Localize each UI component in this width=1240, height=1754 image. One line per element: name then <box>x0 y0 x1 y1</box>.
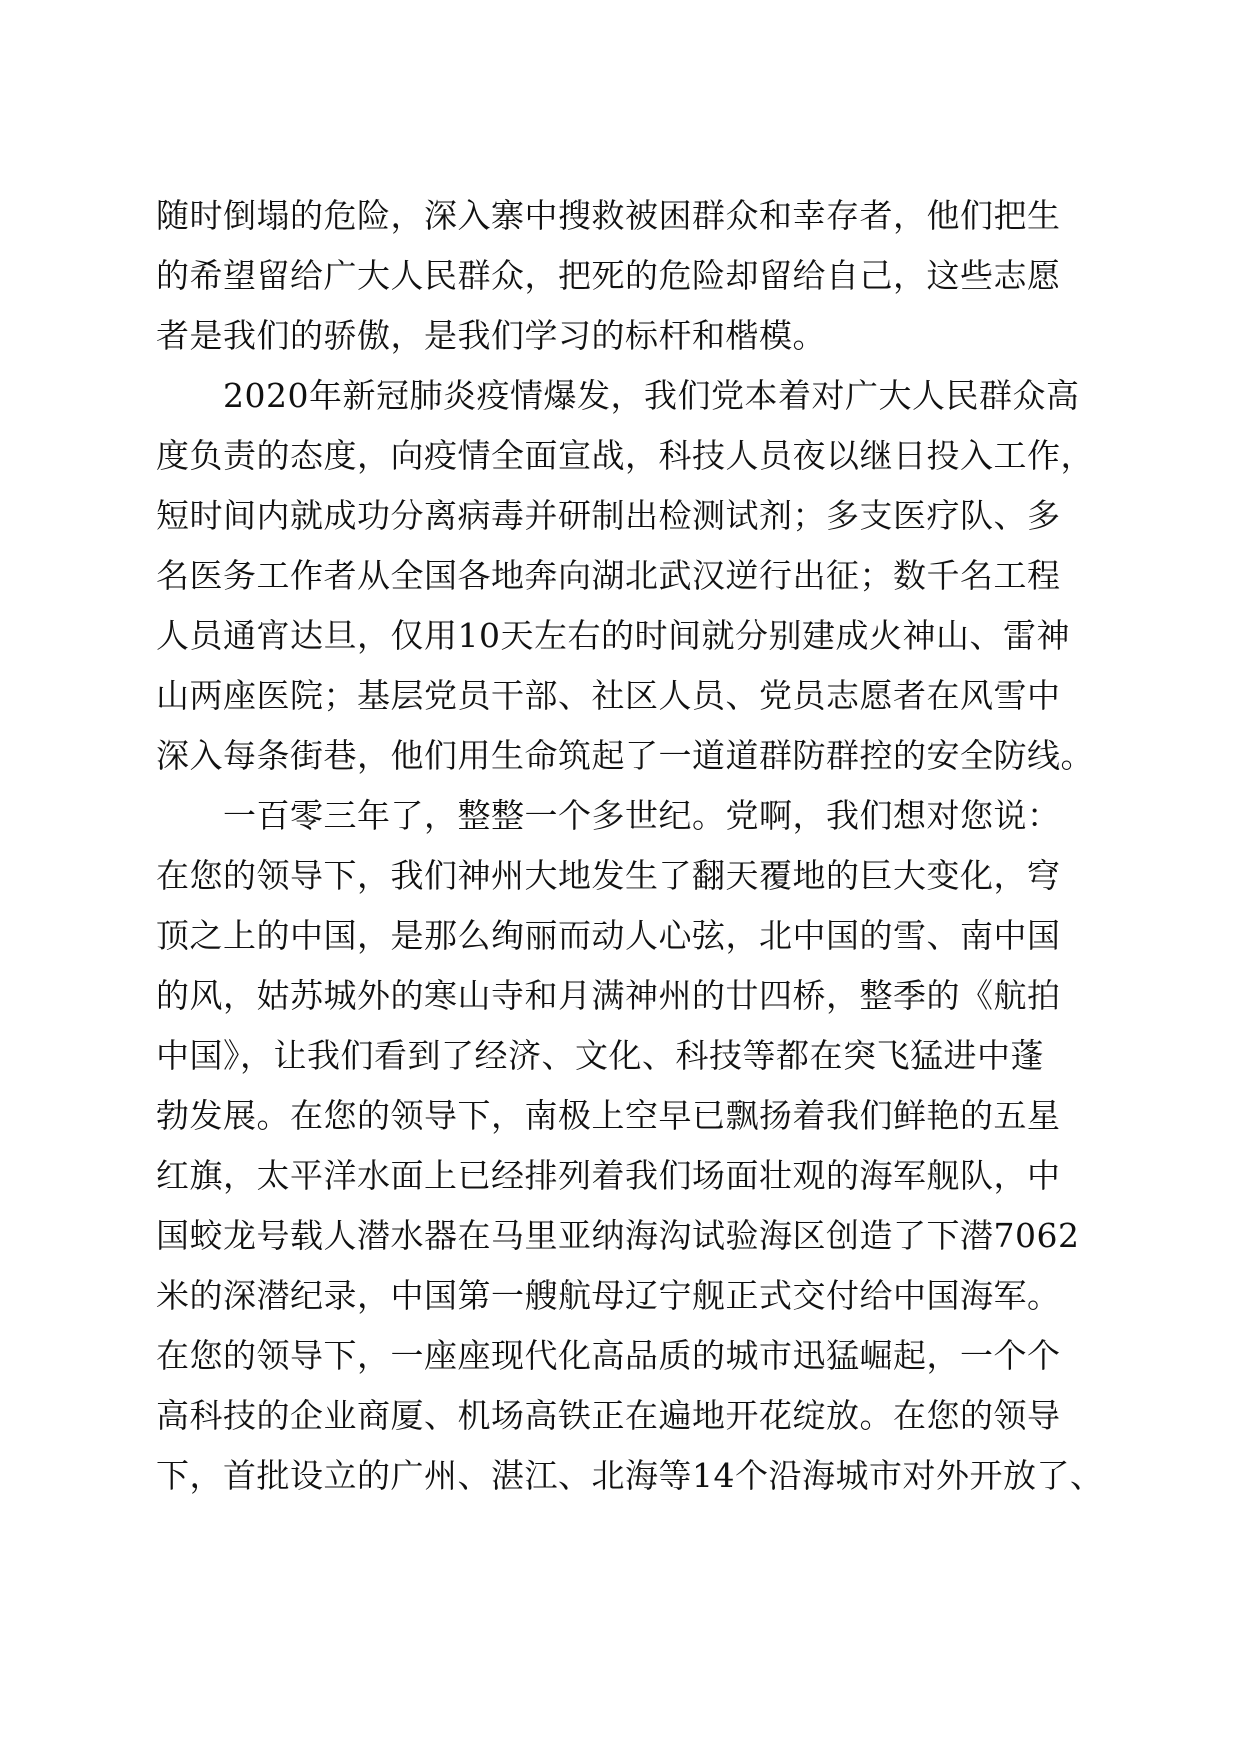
text-line: 在您的领导下，我们神州大地发生了翻天覆地的巨大变化，穹 <box>156 856 1061 895</box>
text-line: 的风，姑苏城外的寒山寺和月满神州的廿四桥，整季的《航拍 <box>156 976 1061 1015</box>
text-line: 下，首批设立的广州、湛江、北海等14个沿海城市对外开放了、 <box>156 1456 1104 1495</box>
text-line: 者是我们的骄傲，是我们学习的标杆和楷模。 <box>156 316 826 355</box>
text-line: 山两座医院；基层党员干部、社区人员、党员志愿者在风雪中 <box>156 676 1061 715</box>
body-text <box>156 192 1104 1512</box>
text-line: 米的深潜纪录，中国第一艘航母辽宁舰正式交付给中国海军。 <box>156 1276 1061 1315</box>
text-line: 中国》，让我们看到了经济、文化、科技等都在突飞猛进中蓬 <box>156 1036 1044 1075</box>
text-line: 顶之上的中国，是那么绚丽而动人心弦，北中国的雪、南中国 <box>156 916 1061 955</box>
text-line: 勃发展。在您的领导下，南极上空早已飘扬着我们鲜艳的五星 <box>156 1096 1061 1135</box>
text-line: 2020年新冠肺炎疫情爆发，我们党本着对广大人民群众高 <box>156 376 1080 415</box>
text-line: 红旗，太平洋水面上已经排列着我们场面壮观的海军舰队，中 <box>156 1156 1061 1195</box>
text-line: 随时倒塌的危险，深入寨中搜救被困群众和幸存者，他们把生 <box>156 196 1061 235</box>
text-line: 的希望留给广大人民群众，把死的危险却留给自己，这些志愿 <box>156 256 1061 295</box>
text-line: 深入每条街巷，他们用生命筑起了一道道群防群控的安全防线。 <box>156 736 1094 775</box>
text-line: 高科技的企业商厦、机场高铁正在遍地开花绽放。在您的领导 <box>156 1396 1061 1435</box>
text-line: 名医务工作者从全国各地奔向湖北武汉逆行出征；数千名工程 <box>156 556 1061 595</box>
text-line: 短时间内就成功分离病毒并研制出检测试剂；多支医疗队、多 <box>156 496 1061 535</box>
text-line: 在您的领导下，一座座现代化高品质的城市迅猛崛起，一个个 <box>156 1336 1061 1375</box>
text-line: 一百零三年了，整整一个多世纪。党啊，我们想对您说： <box>156 796 1061 835</box>
text-line: 国蛟龙号载人潜水器在马里亚纳海沟试验海区创造了下潜7062 <box>156 1216 1080 1255</box>
text-line: 度负责的态度，向疫情全面宣战，科技人员夜以继日投入工作， <box>156 436 1094 475</box>
text-line: 人员通宵达旦，仅用10天左右的时间就分别建成火神山、雷神 <box>156 616 1070 655</box>
